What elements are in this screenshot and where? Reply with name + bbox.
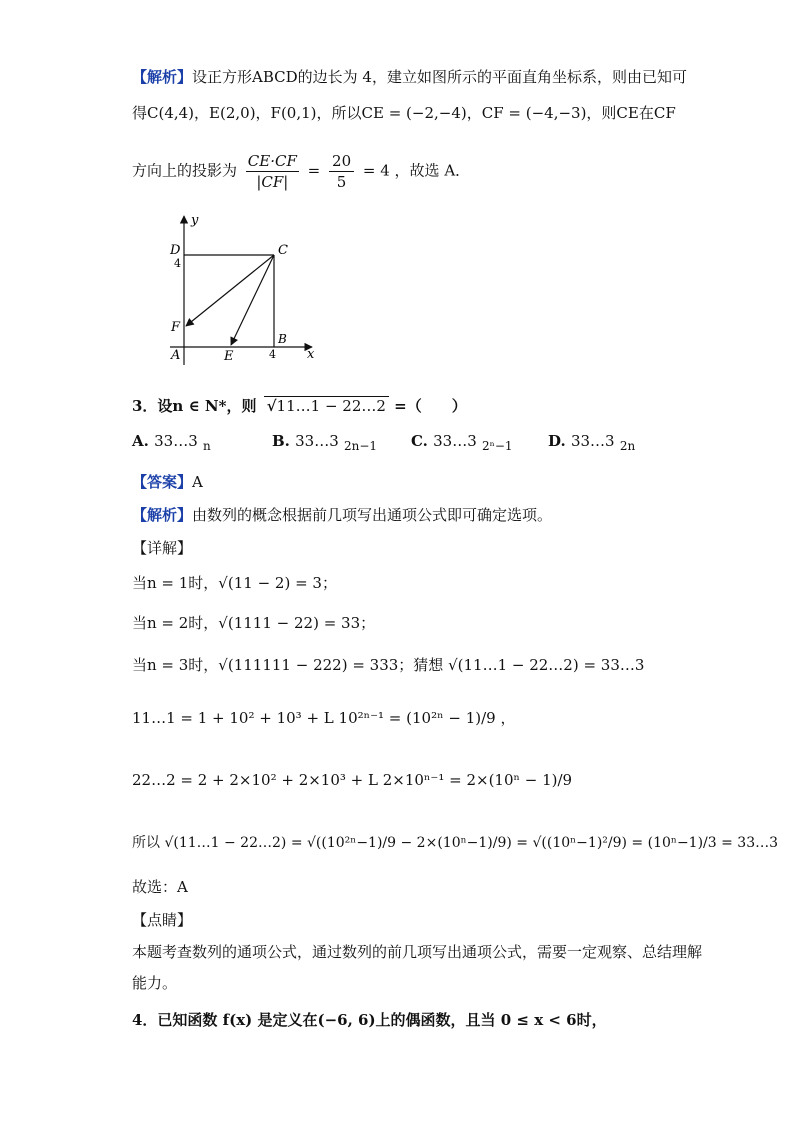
fraction-1-numerator: CE·CF [247,152,297,170]
analysis-line-3 [132,151,470,192]
option-A[interactable] [132,432,211,453]
option-A-sub: n [202,439,211,453]
option-B-letter: B. [272,432,290,450]
comment-line-1: 本题考查数列的通项公式，通过数列的前几项写出通项公式，需要一定观察、总结理解 [132,943,703,961]
option-C[interactable] [411,432,513,453]
option-A-letter: A. [132,432,149,450]
answer-tag: 【答案】 [132,473,193,491]
label-4-y: 4 [174,257,181,270]
answer-value: A [192,473,203,491]
question-4-stem: 4．已知函数 f(x) 是定义在(−6, 6)上的偶函数，且当 0 ≤ x < 6时， [132,1011,607,1029]
label-A: A [171,348,181,363]
detail-line-4: 11…1 = 1 + 10² + 10³ + L 10²ⁿ⁻¹ = (10²ⁿ − 1)/9 ， [132,709,516,727]
option-B-sub: 2n−1 [344,439,378,453]
projection-fraction [246,151,299,192]
analysis-line-2: 得C(4,4)，E(2,0)，F(0,1)，所以CE = (−2,−4)，CF = (−4,−3)，则CE在CF [132,104,676,122]
label-D: D [170,243,181,258]
question-3-stem [132,396,467,416]
coordinate-figure [160,210,330,370]
option-D-sub: 2n [619,439,636,453]
label-x: x [307,347,315,362]
option-D-value: 33…3 [570,432,615,450]
option-D[interactable] [548,432,635,453]
fraction-2-denominator: 5 [336,173,347,191]
option-C-letter: C. [411,432,428,450]
comment-line-2: 能力。 [132,974,178,992]
detail-line-1: 当n = 1时，√(11 − 2) = 3； [132,574,337,592]
detail-line-2: 当n = 2时，√(1111 − 22) = 33； [132,614,376,632]
option-C-value: 33…3 [433,432,477,450]
q3-stem-text: 3．设n ∈ N*，则 [132,397,257,415]
fraction-1-denominator: |CF| [256,173,289,191]
analysis-2-text: 由数列的概念根据前几项写出通项公式即可确定选项。 [192,506,553,524]
vector-CE [231,255,274,345]
q3-tail: =（ ） [394,397,467,415]
q3-radical: √11…1 − 22…2 [264,396,389,415]
vector-CF [186,255,274,326]
answer-line [132,472,203,492]
value-fraction [329,151,354,192]
equals-sign: = [307,161,321,180]
label-4-x: 4 [269,348,276,361]
projection-prefix: 方向上的投影为 [132,161,238,180]
label-y: y [191,213,199,228]
analysis-2-line [132,505,552,525]
fraction-2-numerator: 20 [329,151,354,172]
option-C-sub: 2ⁿ−1 [482,439,513,453]
analysis-text-1: 设正方形ABCD的边长为 4，建立如图所示的平面直角坐标系，则由已知可 [192,68,687,86]
projection-suffix: = 4 ，故选 A． [362,161,471,180]
analysis-line-1 [132,67,687,87]
choose-line: 故选：A [132,878,188,896]
analysis-2-tag: 【解析】 [132,506,193,524]
label-F: F [171,320,181,335]
option-B-value: 33…3 [295,432,339,450]
option-A-value: 33…3 [154,432,198,450]
detail-line-6: 所以 √(11…1 − 22…2) = √((10²ⁿ−1)/9 − 2×(10ⁿ−1)/9) = √((10ⁿ−1)²/9) = (10ⁿ−1)/3 = 33…3 [132,835,779,851]
detail-heading: 【详解】 [132,539,193,557]
q3-radicand: 11…1 − 22…2 [276,397,386,415]
comment-heading: 【点睛】 [132,911,193,929]
option-B[interactable] [272,432,377,453]
label-E: E [224,349,234,364]
analysis-tag: 【解析】 [132,68,193,86]
option-D-letter: D. [548,432,566,450]
detail-line-5: 22…2 = 2 + 2×10² + 2×10³ + L 2×10ⁿ⁻¹ = 2×(10ⁿ − 1)/9 [132,771,573,789]
label-B: B [278,332,287,346]
detail-line-3: 当n = 3时，√(111111 − 222) = 333；猜想 √(11…1 − 22…2) = 33…3 [132,656,645,674]
label-C: C [278,243,288,258]
